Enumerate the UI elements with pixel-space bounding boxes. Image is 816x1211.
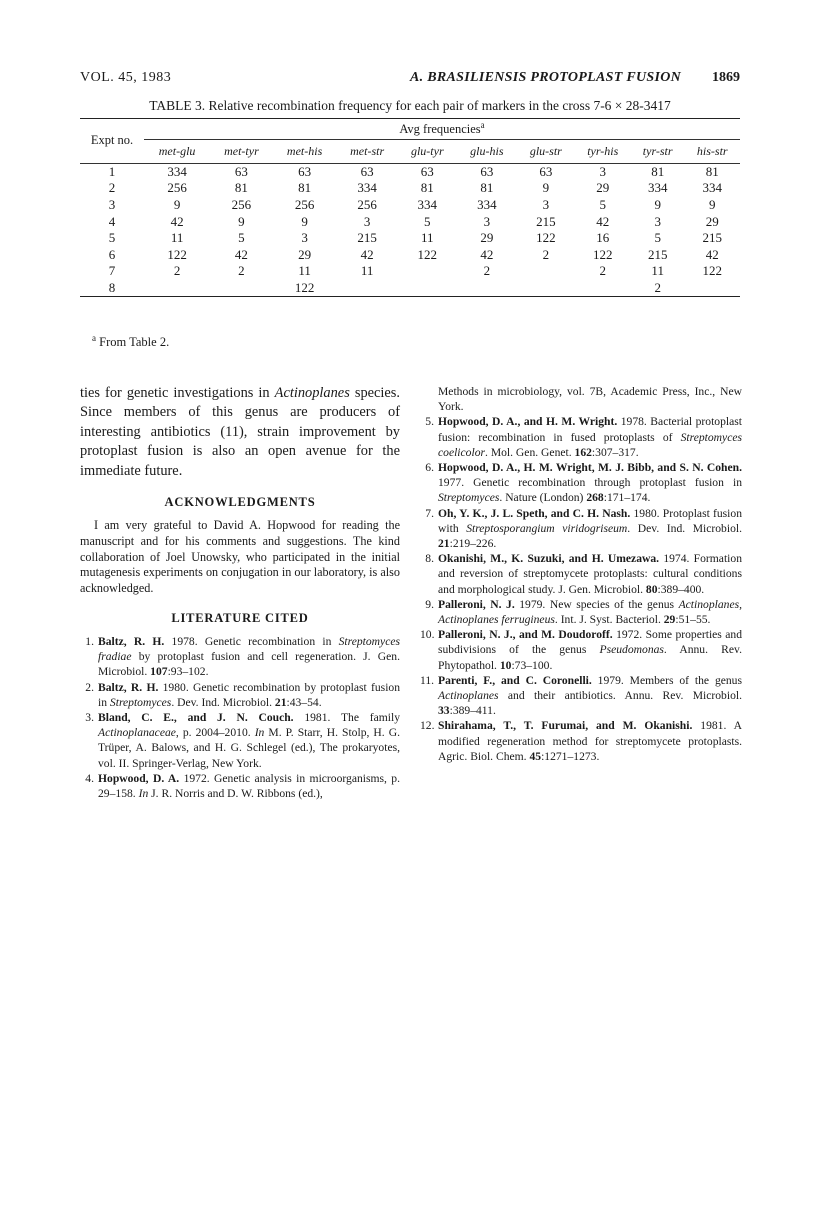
- table-row: [80, 197, 740, 214]
- body-paragraph: ties for genetic investigations in Actinoplanes species. Since members of this genus are producers of interesting antibiotics (11), strain improvement by protoplast fusion is also an open avenue for the immediate future.: [80, 385, 400, 479]
- reference-number: 6.: [425, 461, 434, 475]
- reference-authors: Palleroni, N. J.: [438, 597, 515, 611]
- frequency-cell: [685, 280, 740, 297]
- frequency-cell: 9: [173, 196, 181, 212]
- frequency-cell: 334: [702, 180, 723, 196]
- reference-pages: :171–174.: [603, 491, 651, 505]
- column-header-met-glu: met-glu: [144, 141, 210, 164]
- column-header-glu-str: glu-str: [517, 141, 575, 164]
- frequency-cell: 2: [542, 246, 550, 262]
- reference-text: 1979. New species of the genus: [514, 597, 679, 611]
- reference-volume: 107: [150, 665, 168, 679]
- frequency-cell: 2: [173, 263, 181, 279]
- reference-text: 1974. Formation and reversion of streptomycete protoplasts: cultural conditions and morphological study. J. Gen. Microbiol.: [438, 552, 742, 596]
- avg-frequencies-header: [144, 119, 740, 141]
- frequency-cell: 81: [651, 163, 665, 179]
- table-row: [80, 213, 740, 230]
- frequency-cell: 3: [654, 213, 661, 229]
- reference-volume: 268: [586, 491, 604, 505]
- frequency-cell: 16: [596, 230, 610, 246]
- reference-text: and their antibiotics. Annu. Rev. Microbiol.: [498, 689, 742, 703]
- reference-italic: Actinoplanes, Actinoplanes ferrugineus: [438, 597, 742, 627]
- reference-entry: [80, 680, 400, 710]
- frequency-cell: 3: [483, 213, 491, 229]
- frequency-cell: 334: [417, 196, 438, 212]
- left-column: [80, 384, 400, 801]
- reference-authors: Oh, Y. K., J. L. Speth, and C. H. Nash.: [438, 506, 631, 520]
- frequency-cell: 42: [170, 213, 184, 229]
- table-footnote-text: From Table 2.: [99, 335, 170, 350]
- reference-volume: 21: [274, 695, 287, 709]
- acknowledgments-heading: ACKNOWLEDGMENTS: [164, 495, 316, 510]
- reference-number: 9.: [425, 597, 434, 611]
- frequency-cell: 3: [301, 230, 308, 246]
- frequency-cell: [398, 263, 457, 280]
- frequency-cell: 11: [360, 263, 374, 279]
- reference-text: . Mol. Gen. Genet.: [485, 445, 575, 459]
- frequency-cell: 63: [480, 163, 494, 179]
- frequency-cell: [575, 280, 631, 297]
- reference-text: . Nature (London): [499, 491, 587, 505]
- frequency-cell: [210, 280, 273, 297]
- frequency-cell: 334: [357, 180, 377, 196]
- frequency-cell: 9: [301, 213, 308, 229]
- frequency-cell: 63: [420, 163, 434, 179]
- column-header-his-str: his-str: [685, 141, 740, 164]
- frequency-cell: 215: [357, 230, 377, 246]
- reference-pages: :93–102.: [167, 665, 209, 679]
- frequency-cell: 2: [631, 280, 685, 297]
- expt-number-cell: 7: [108, 263, 116, 279]
- reference-volume: 162: [574, 445, 592, 459]
- table-row: [80, 280, 740, 297]
- expt-number-cell: 5: [108, 230, 116, 246]
- reference-italic: Actinoplanaceae: [98, 726, 176, 740]
- frequency-cell: 2: [483, 263, 491, 279]
- reference-pages: :43–54.: [286, 695, 322, 709]
- frequency-cell: 256: [294, 196, 315, 212]
- frequency-cell: 42: [705, 246, 719, 262]
- frequency-cell: 122: [417, 246, 438, 262]
- frequency-cell: 122: [273, 280, 337, 297]
- reference-in: In: [254, 726, 265, 740]
- frequency-cell: 122: [536, 230, 556, 246]
- reference-italic: Actinoplanes: [438, 689, 499, 703]
- reference-text: . Int. J. Syst. Bacteriol.: [554, 613, 664, 627]
- reference-authors: Hopwood, D. A., and H. M. Wright.: [438, 415, 618, 429]
- running-title: A. BRASILIENSIS PROTOPLAST FUSION: [410, 70, 682, 85]
- frequency-cell: 5: [424, 213, 431, 229]
- frequency-cell: 63: [360, 163, 374, 179]
- frequency-cell: 42: [480, 246, 494, 262]
- reference-pages: :389–400.: [657, 582, 705, 596]
- table-body: [80, 163, 740, 297]
- reference-continuation: Methods in microbiology, vol. 7B, Academic Press, Inc., New York.: [438, 385, 742, 414]
- column-header-met-tyr: met-tyr: [210, 141, 273, 164]
- reference-text: 1972. Some properties and subdivisions of the genus: [438, 628, 743, 657]
- reference-number: 1.: [85, 635, 94, 649]
- column-header-tyr-his: tyr-his: [575, 141, 631, 164]
- reference-text: 1972. Genetic analysis in microorganisms, p. 29–158.: [98, 771, 401, 801]
- frequency-cell: 334: [477, 196, 497, 212]
- frequency-cell: 215: [647, 246, 668, 262]
- reference-text: 1979. Members of the genus: [591, 673, 742, 687]
- reference-italic: Streptomyces coelicolor: [438, 430, 742, 459]
- frequency-cell: 42: [360, 246, 374, 262]
- frequency-cell: 9: [238, 213, 245, 229]
- frequency-cell: 215: [536, 213, 556, 229]
- frequency-cell: 63: [298, 163, 312, 179]
- reference-entry: [420, 506, 742, 552]
- reference-volume: 33: [438, 704, 450, 718]
- frequency-cell: 3: [363, 213, 371, 229]
- reference-entry: [420, 414, 742, 460]
- reference-italic: Streptomyces: [438, 491, 500, 505]
- reference-number: 3.: [85, 711, 94, 725]
- reference-number: 5.: [425, 415, 434, 429]
- reference-number: 4.: [85, 771, 94, 785]
- references-list-right: [420, 384, 742, 764]
- frequency-cell: 29: [298, 246, 312, 262]
- reference-entry: [420, 551, 742, 597]
- table-row: [80, 263, 740, 280]
- reference-entry: [80, 710, 400, 771]
- column-header-tyr-str: tyr-str: [631, 141, 685, 164]
- genus-name: Actinoplanes: [274, 385, 350, 401]
- frequency-cell: 81: [420, 180, 434, 196]
- recombination-frequency-table: [80, 118, 740, 297]
- frequency-cell: 81: [705, 163, 719, 179]
- table-row: [80, 163, 740, 180]
- expt-number-cell: 2: [108, 180, 116, 196]
- reference-pages: :389–411.: [449, 704, 496, 718]
- reference-pages: :307–317.: [591, 445, 639, 459]
- frequency-cell: 11: [298, 263, 311, 279]
- reference-text: by protoplast fusion and cell regeneration. J. Gen. Microbiol.: [98, 650, 400, 679]
- frequency-cell: 256: [357, 196, 377, 212]
- reference-authors: Bland, C. E., and J. N. Couch.: [98, 711, 294, 725]
- frequency-cell: 81: [480, 180, 494, 196]
- reference-text: 1981. A modified regeneration method for streptomycete protoplasts. Agric. Biol. Chem.: [438, 719, 742, 763]
- reference-text: 1980. Protoplast fusion with: [438, 506, 742, 535]
- frequency-cell: 3: [542, 196, 550, 212]
- running-header: [80, 70, 740, 90]
- frequency-cell: 334: [167, 163, 187, 179]
- frequency-cell: [336, 280, 397, 297]
- table-footnote-marker: a: [92, 333, 96, 343]
- journal-volume: VOL. 45, 1983: [80, 70, 172, 85]
- frequency-cell: 11: [421, 230, 434, 246]
- frequency-cell: 29: [480, 230, 494, 246]
- reference-authors: Hopwood, D. A., H. M. Wright, M. J. Bibb, and S. N. Cohen.: [438, 461, 742, 475]
- frequency-cell: 334: [647, 180, 668, 196]
- frequency-cell: 29: [596, 180, 610, 196]
- right-column: [420, 384, 742, 764]
- reference-authors: Shirahama, T., T. Furumai, and M. Okanishi.: [438, 719, 693, 733]
- column-header-met-str: met-str: [336, 141, 397, 164]
- frequency-cell: 2: [599, 263, 607, 279]
- frequency-cell: 42: [234, 246, 248, 262]
- reference-authors: Okanishi, M., K. Suzuki, and H. Umezawa.: [438, 552, 660, 566]
- reference-pages: :219–226.: [449, 537, 497, 551]
- reference-authors: Palleroni, N. J., and M. Doudoroff.: [438, 628, 613, 642]
- table-footnote: [92, 333, 169, 350]
- expt-number-cell: 8: [80, 280, 144, 297]
- reference-italic: Streptomyces: [109, 695, 172, 709]
- table-group-header-row: [80, 119, 740, 141]
- frequency-cell: 9: [542, 180, 550, 196]
- frequency-cell: 3: [599, 163, 607, 179]
- frequency-cell: 5: [599, 196, 607, 212]
- expt-no-header: Expt no.: [80, 119, 144, 164]
- reference-text: , p. 2004–2010.: [175, 726, 255, 740]
- frequency-cell: 63: [234, 163, 248, 179]
- frequency-cell: 122: [593, 246, 613, 262]
- reference-authors: Hopwood, D. A.: [98, 771, 180, 785]
- reference-pages: :73–100.: [511, 658, 553, 672]
- reference-number: 7.: [425, 506, 434, 520]
- frequency-cell: 256: [167, 180, 187, 196]
- frequency-cell: [144, 280, 210, 297]
- reference-text: . Dev. Ind. Microbiol.: [627, 521, 742, 535]
- expt-number-cell: 6: [108, 246, 116, 262]
- reference-pages: :1271–1273.: [541, 749, 600, 763]
- table-row: [80, 230, 740, 247]
- reference-pages: J. R. Norris and D. W. Ribbons (ed.),: [148, 787, 323, 801]
- frequency-cell: [517, 263, 575, 280]
- reference-authors: Parenti, F., and C. Coronelli.: [438, 673, 592, 687]
- frequency-cell: 256: [231, 196, 252, 212]
- reference-pages: :51–55.: [675, 613, 711, 627]
- column-header-glu-tyr: glu-tyr: [398, 141, 457, 164]
- acknowledgments-text: I am very grateful to David A. Hopwood for reading the manuscript and for his comments and suggestions. The kind collaboration of Joel Unowsky, who participated in the initial mutagenesis experiments on conjugation in our laboratory, is also acknowledged.: [80, 518, 400, 596]
- reference-text: . Dev. Ind. Microbiol.: [171, 695, 275, 709]
- reference-number: 10.: [420, 628, 435, 642]
- expt-number-cell: 4: [108, 213, 116, 229]
- page-number: 1869: [712, 70, 740, 85]
- expt-number-cell: 1: [108, 163, 116, 179]
- reference-entry: [420, 460, 742, 506]
- column-header-glu-his: glu-his: [457, 141, 517, 164]
- frequency-cell: [517, 280, 575, 297]
- reference-italic: Streptomyces fradiae: [98, 635, 400, 664]
- reference-number: 8.: [425, 552, 434, 566]
- reference-number: 11.: [420, 673, 435, 687]
- reference-number: 2.: [85, 680, 94, 694]
- reference-number: 12.: [420, 719, 435, 733]
- frequency-cell: 81: [298, 180, 312, 196]
- reference-italic: Streptosporangium viridogriseum: [466, 521, 628, 535]
- reference-entry: [420, 673, 742, 719]
- reference-text: 1978. Genetic recombination in: [164, 635, 339, 649]
- frequency-cell: 2: [238, 263, 245, 279]
- reference-entry: [80, 634, 400, 680]
- reference-entry: [420, 627, 742, 673]
- table-row: [80, 180, 740, 197]
- reference-authors: Baltz, R. H.: [98, 680, 159, 694]
- reference-entry: [80, 771, 400, 801]
- table-caption: TABLE 3. Relative recombination frequency for each pair of markers in the cross 7-6 × 28-3417: [149, 98, 671, 113]
- expt-number-cell: 3: [108, 196, 116, 212]
- table-column-header-row: [80, 141, 740, 164]
- reference-volume: 80: [645, 582, 658, 596]
- frequency-cell: [457, 280, 517, 297]
- frequency-cell: 42: [596, 213, 610, 229]
- frequency-cell: [398, 280, 457, 297]
- footnote-marker: a: [480, 119, 485, 130]
- reference-text: 1978. Bacterial protoplast fusion: recombination in fused protoplasts of: [438, 415, 743, 444]
- frequency-cell: 9: [654, 196, 661, 212]
- frequency-cell: 122: [702, 263, 723, 279]
- frequency-cell: 9: [709, 196, 716, 212]
- reference-in: In: [138, 787, 149, 801]
- reference-pages: M. P. Starr, H. Stolp, H. G. Trüper, A. Balows, and H. G. Schlegel (ed.), The prokaryotes, vol. II. Springer-Verlag, New York.: [98, 726, 401, 770]
- frequency-cell: 5: [238, 230, 245, 246]
- reference-entry: [420, 718, 742, 764]
- reference-text: . Annu. Rev. Phytopathol.: [438, 643, 742, 672]
- frequency-cell: 11: [651, 263, 664, 279]
- frequency-cell: 81: [234, 180, 248, 196]
- frequency-cell: 215: [702, 230, 723, 246]
- reference-volume: 10: [499, 658, 512, 672]
- frequency-cell: 63: [539, 163, 553, 179]
- frequency-cell: 5: [654, 230, 661, 246]
- reference-authors: Baltz, R. H.: [98, 635, 165, 649]
- frequency-cell: 122: [167, 246, 187, 262]
- reference-text: 1981. The family: [293, 711, 400, 725]
- reference-volume: 45: [529, 749, 542, 763]
- reference-italic: Pseudomonas: [599, 643, 664, 657]
- column-header-met-his: met-his: [273, 141, 337, 164]
- reference-text: 1977. Genetic recombination through protoplast fusion in: [438, 476, 742, 490]
- avg-frequencies-label: Avg frequencies: [399, 121, 481, 136]
- reference-text: 1980. Genetic recombination by protoplast fusion in: [98, 680, 401, 709]
- references-list-left: [80, 634, 400, 801]
- reference-volume: 21: [438, 537, 450, 551]
- table-row: [80, 246, 740, 263]
- literature-cited-heading: LITERATURE CITED: [171, 611, 309, 626]
- reference-entry: [420, 597, 742, 627]
- frequency-cell: 29: [705, 213, 719, 229]
- frequency-cell: 11: [170, 230, 184, 246]
- reference-volume: 29: [663, 613, 676, 627]
